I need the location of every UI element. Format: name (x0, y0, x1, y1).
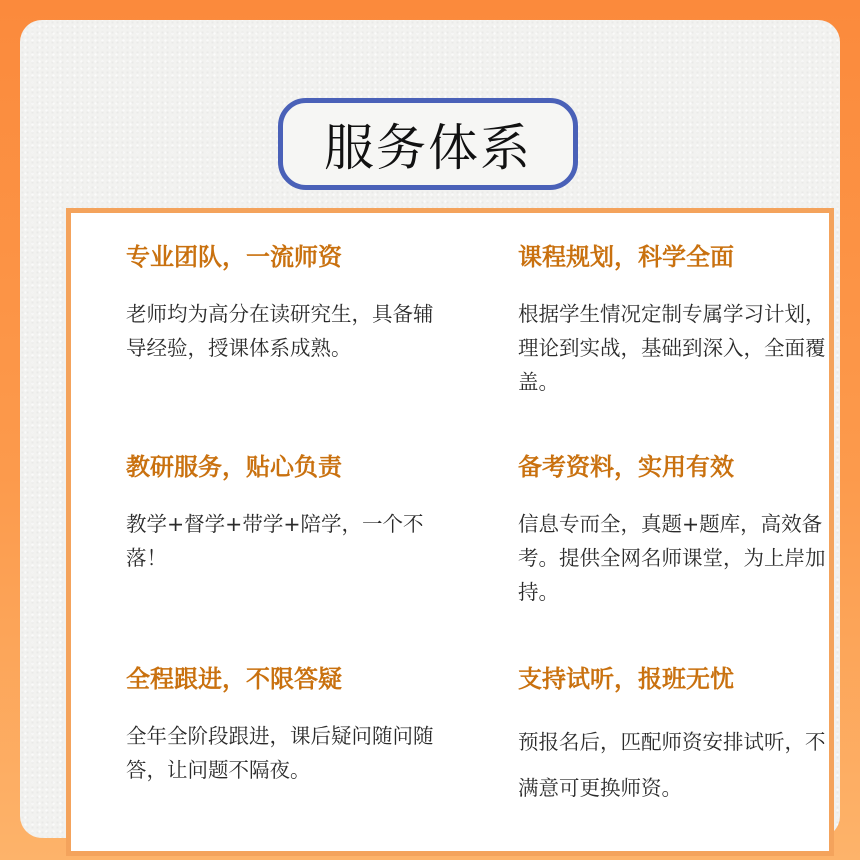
service-heading: 专业团队，一流师资 (126, 243, 342, 271)
title-pill (278, 98, 578, 190)
service-text: 教学+督学+带学+陪学，一个不落！ (126, 512, 424, 570)
service-heading: 课程规划，科学全面 (518, 243, 734, 271)
service-item-teaching (126, 451, 446, 575)
service-item-team (126, 241, 446, 365)
service-item-followup (126, 663, 446, 787)
service-item-trial (518, 663, 838, 811)
service-text: 根据学生情况定制专属学习计划，理论到实战，基础到深入，全面覆盖。 (518, 302, 826, 394)
service-heading: 全程跟进，不限答疑 (126, 665, 342, 693)
service-text: 信息专而全，真题+题库，高效备考。提供全网名师课堂，为上岸加持。 (518, 512, 826, 604)
page-title: 服务体系 (324, 119, 532, 177)
service-item-planning (518, 241, 838, 399)
service-text: 预报名后，匹配师资安排试听，不满意可更换师资。 (518, 730, 826, 800)
service-text: 全年全阶段跟进，课后疑问随问随答，让问题不隔夜。 (126, 724, 434, 782)
service-heading: 支持试听，报班无忧 (518, 665, 734, 693)
service-text: 老师均为高分在读研究生，具备辅导经验，授课体系成熟。 (126, 302, 434, 360)
service-heading: 备考资料，实用有效 (518, 453, 734, 481)
paper-panel (20, 20, 840, 838)
services-card (66, 208, 834, 856)
service-heading: 教研服务，贴心负责 (126, 453, 342, 481)
service-item-materials (518, 451, 838, 609)
